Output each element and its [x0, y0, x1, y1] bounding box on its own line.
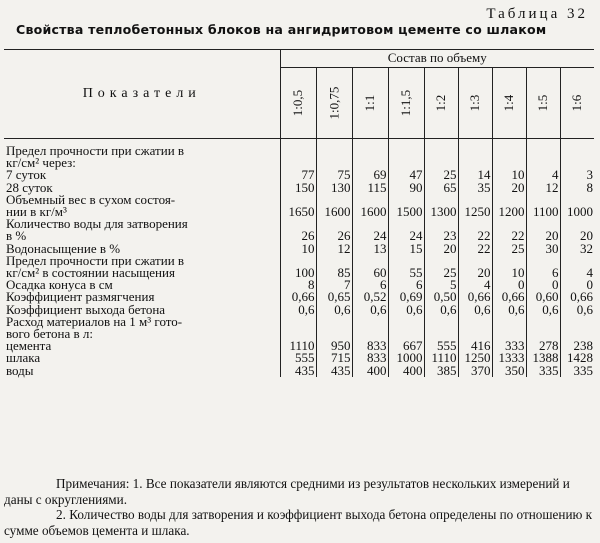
properties-table: [4, 49, 594, 377]
table-cell: 150: [280, 182, 316, 194]
table-cell: 15: [388, 243, 424, 255]
table-cell: 0,6: [280, 304, 316, 316]
table-cell: 47: [388, 169, 424, 181]
table-cell: [458, 145, 492, 157]
table-cell: 12: [316, 243, 352, 255]
table-cell: 4: [526, 169, 560, 181]
table-cell: 435: [280, 365, 316, 377]
table-cell: 7: [316, 279, 352, 291]
table-cell: 0: [526, 279, 560, 291]
ratio-label: 1:5: [534, 94, 550, 112]
table-cell: 1650: [280, 206, 316, 218]
table-cell: [424, 316, 458, 328]
row-label: Объемный вес в сухом состоя-: [6, 191, 176, 207]
table-cell: 0,6: [316, 304, 352, 316]
row-label: Осадка конуса в см: [6, 277, 113, 293]
ratio-header: [458, 68, 492, 139]
ratio-header: [492, 68, 526, 139]
table-cell: 25: [492, 243, 526, 255]
ratio-label: 1:0,5: [289, 89, 305, 117]
table-cell: 20: [492, 182, 526, 194]
table-cell: 8: [560, 182, 594, 194]
row-label: вого бетона в л:: [6, 326, 93, 342]
table-cell: [526, 316, 560, 328]
table-cell: 26: [316, 230, 352, 242]
table-cell: 5: [424, 279, 458, 291]
table-cell: 0,52: [352, 291, 388, 303]
ratio-header: [352, 68, 388, 139]
table-cell: 0,6: [458, 304, 492, 316]
ratio-label: 1:3: [466, 94, 482, 112]
table-cell: 1500: [388, 206, 424, 218]
table-row: [4, 145, 594, 157]
table-cell: 1100: [526, 206, 560, 218]
table-cell: 715: [316, 352, 352, 364]
row-label: кг/см² в состоянии насыщения: [6, 265, 175, 281]
table-cell: [352, 145, 388, 157]
table-cell: 0,6: [526, 304, 560, 316]
table-cell: 60: [352, 267, 388, 279]
table-cell: 1600: [316, 206, 352, 218]
table-cell: 20: [560, 230, 594, 242]
table-cell: 555: [280, 352, 316, 364]
table-cell: [560, 316, 594, 328]
row-label: в %: [6, 228, 27, 244]
table-cell: 100: [280, 267, 316, 279]
table-cell: 385: [424, 365, 458, 377]
table-cell: 65: [424, 182, 458, 194]
table-cell: 555: [424, 340, 458, 352]
table-cell: 833: [352, 340, 388, 352]
table-cell: 26: [280, 230, 316, 242]
row-label: 28 суток: [6, 179, 53, 195]
table-cell: 667: [388, 340, 424, 352]
row-label: Количество воды для затворения: [6, 216, 188, 232]
table-cell: 0,65: [316, 291, 352, 303]
table-cell: 1110: [280, 340, 316, 352]
table-cell: [352, 316, 388, 328]
table-cell: [316, 145, 352, 157]
ratio-header: [388, 68, 424, 139]
table-cell: 20: [526, 230, 560, 242]
table-cell: 22: [458, 230, 492, 242]
table-cell: 1388: [526, 352, 560, 364]
row-label: кг/см² через:: [6, 155, 76, 171]
table-cell: 25: [424, 169, 458, 181]
table-cell: [492, 316, 526, 328]
table-cell: 85: [316, 267, 352, 279]
table-cell: 10: [492, 169, 526, 181]
table-cell: [458, 316, 492, 328]
note-2: 2. Количество воды для затворения и коэффициент выхода бетона определены по отношению к сумме объемов цемента и шлака.: [4, 507, 593, 538]
table-cell: 1428: [560, 352, 594, 364]
table-cell: 335: [526, 365, 560, 377]
table-cell: 25: [424, 267, 458, 279]
table-cell: 24: [352, 230, 388, 242]
table-cell: 20: [424, 243, 458, 255]
row-label: Коэффициент размягчения: [6, 289, 155, 305]
table-row: [4, 365, 594, 377]
table-cell: 335: [560, 365, 594, 377]
ratio-label: 1:2: [432, 94, 448, 112]
ratio-header: [316, 68, 352, 139]
ratio-label: 1:6: [569, 94, 585, 112]
table-cell: 0: [560, 279, 594, 291]
ratio-label: 1:4: [500, 94, 516, 112]
table-cell: [560, 145, 594, 157]
row-label: Коэффициент выхода бетона: [6, 301, 166, 317]
table-cell: 1000: [388, 352, 424, 364]
table-cell: [316, 316, 352, 328]
indicators-header: Показатели: [4, 50, 280, 139]
row-label: нии в кг/м³: [6, 204, 67, 220]
table-cell: 30: [526, 243, 560, 255]
table-row: [4, 157, 594, 169]
ratio-header: [526, 68, 560, 139]
table-cell: 4: [458, 279, 492, 291]
table-cell: 10: [492, 267, 526, 279]
table-cell: 13: [352, 243, 388, 255]
table-row: [4, 218, 594, 230]
table-cell: 350: [492, 365, 526, 377]
table-cell: 0,69: [388, 291, 424, 303]
table-cell: 75: [316, 169, 352, 181]
table-cell: 1250: [458, 206, 492, 218]
table-cell: 0,50: [424, 291, 458, 303]
composition-header: Состав по объему: [280, 50, 594, 68]
table-cell: [280, 316, 316, 328]
table-cell: 1110: [424, 352, 458, 364]
table-cell: 0,6: [560, 304, 594, 316]
table-cell: 22: [458, 243, 492, 255]
table-cell: 69: [352, 169, 388, 181]
row-label: цемента: [6, 338, 52, 354]
table-cell: 1300: [424, 206, 458, 218]
table-cell: 32: [560, 243, 594, 255]
table-cell: 4: [560, 267, 594, 279]
ratio-label: 1:0,75: [325, 86, 341, 120]
table-caption: Свойства теплобетонных блоков на ангидритовом цементе со шлаком: [16, 22, 547, 37]
ratio-label: 1:1,5: [397, 89, 413, 117]
table-cell: 90: [388, 182, 424, 194]
row-label: шлака: [6, 350, 41, 366]
table-cell: 20: [458, 267, 492, 279]
table-cell: 115: [352, 182, 388, 194]
row-label: 7 суток: [6, 167, 47, 183]
table-cell: 0,66: [280, 291, 316, 303]
table-cell: 130: [316, 182, 352, 194]
table-cell: 400: [352, 365, 388, 377]
table-cell: 6: [352, 279, 388, 291]
table-cell: 8: [280, 279, 316, 291]
table-cell: 400: [388, 365, 424, 377]
ratio-label: 1:1: [361, 94, 377, 112]
table-cell: 238: [560, 340, 594, 352]
table-cell: 0,6: [352, 304, 388, 316]
table-cell: 1333: [492, 352, 526, 364]
ratio-header: [560, 68, 594, 139]
row-label: Расход материалов на 1 м³ гото-: [6, 313, 183, 329]
table-cell: 35: [458, 182, 492, 194]
table-cell: 10: [280, 243, 316, 255]
table-cell: 0,6: [424, 304, 458, 316]
table-cell: [424, 145, 458, 157]
note-1: Примечания: 1. Все показатели являются средними из результатов нескольких измерений и даны с округлениями.: [4, 476, 570, 507]
row-label: воды: [6, 362, 34, 378]
row-label: Предел прочности при сжатии в: [6, 252, 185, 268]
table-cell: [280, 145, 316, 157]
table-cell: 0,66: [492, 291, 526, 303]
table-cell: 333: [492, 340, 526, 352]
ratio-header: [424, 68, 458, 139]
row-label: Предел прочности при сжатии в: [6, 143, 185, 158]
table-cell: 77: [280, 169, 316, 181]
table-cell: 1600: [352, 206, 388, 218]
table-cell: 0,6: [492, 304, 526, 316]
table-cell: [492, 145, 526, 157]
table-cell: 1000: [560, 206, 594, 218]
table-cell: 6: [526, 267, 560, 279]
table-cell: [388, 316, 424, 328]
table-cell: 1250: [458, 352, 492, 364]
table-cell: 0,6: [388, 304, 424, 316]
table-cell: [388, 145, 424, 157]
row-label: Водонасыщение в %: [6, 240, 121, 256]
table-cell: 24: [388, 230, 424, 242]
table-cell: 278: [526, 340, 560, 352]
table-cell: 0: [492, 279, 526, 291]
table-cell: 14: [458, 169, 492, 181]
table-cell: 370: [458, 365, 492, 377]
table-cell: 23: [424, 230, 458, 242]
table-cell: 22: [492, 230, 526, 242]
table-cell: 950: [316, 340, 352, 352]
table-cell: 833: [352, 352, 388, 364]
table-cell: 1200: [492, 206, 526, 218]
table-cell: 3: [560, 169, 594, 181]
table-number: Таблица 32: [486, 6, 588, 22]
table-cell: 0,60: [526, 291, 560, 303]
ratio-header: [280, 68, 316, 139]
table-cell: 0,66: [560, 291, 594, 303]
table-cell: 416: [458, 340, 492, 352]
table-cell: 55: [388, 267, 424, 279]
table-cell: 0,66: [458, 291, 492, 303]
table-cell: 435: [316, 365, 352, 377]
table-notes: [4, 476, 598, 538]
table-cell: [526, 145, 560, 157]
table-cell: 6: [388, 279, 424, 291]
table-cell: 12: [526, 182, 560, 194]
